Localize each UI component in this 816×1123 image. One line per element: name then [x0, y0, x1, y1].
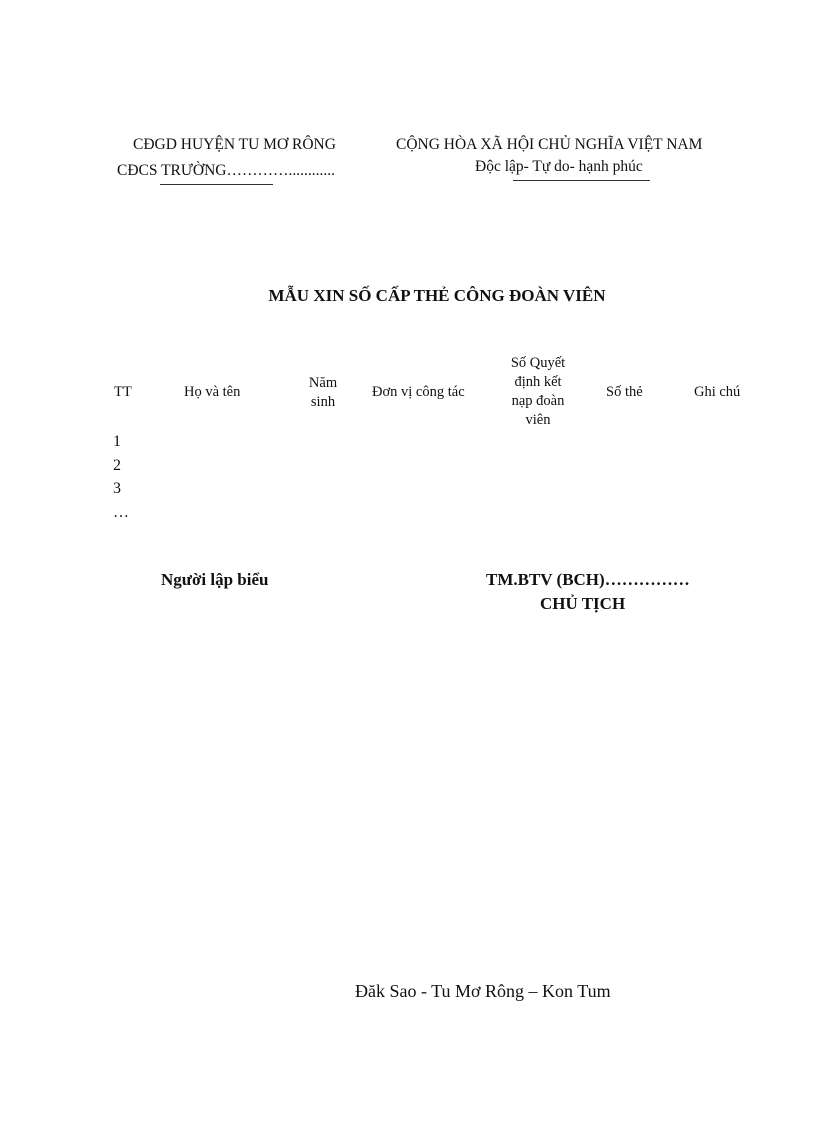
- header-decision: [497, 354, 579, 430]
- table-row: 2: [113, 457, 121, 474]
- nation-motto: Độc lập- Tự do- hạnh phúc: [475, 158, 643, 175]
- header-year-line-2: sinh: [310, 394, 336, 410]
- header-decision-line-2: định kết: [514, 374, 562, 390]
- board-label: TM.BTV (BCH)……………: [486, 570, 690, 589]
- org-underline: [160, 184, 273, 185]
- nation-line-1: CỘNG HÒA XÃ HỘI CHỦ NGHĨA VIỆT NAM: [396, 136, 703, 153]
- header-note: Ghi chú: [694, 384, 741, 400]
- footer-location: Đăk Sao - Tu Mơ Rông – Kon Tum: [355, 981, 611, 1001]
- motto-underline: [513, 180, 650, 181]
- table-row: …: [113, 504, 129, 521]
- header-unit: Đơn vị công tác: [372, 384, 465, 400]
- header-year: [298, 374, 348, 412]
- header-tt: TT: [114, 384, 132, 400]
- table-row: 3: [113, 480, 121, 497]
- org-line-1: CĐGD HUYỆN TU MƠ RÔNG: [133, 136, 336, 153]
- header-decision-line-4: viên: [525, 412, 551, 428]
- header-card: Số thẻ: [606, 384, 643, 400]
- header-decision-line-3: nạp đoàn: [511, 393, 565, 409]
- document-title: MẪU XIN SỐ CẤP THẺ CÔNG ĐOÀN VIÊN: [268, 286, 606, 305]
- chair-label: CHỦ TỊCH: [540, 594, 626, 613]
- table-row: 1: [113, 433, 121, 450]
- preparer-label: Người lập biểu: [161, 570, 269, 589]
- header-decision-line-1: Số Quyết: [510, 355, 566, 371]
- header-year-line-1: Năm: [308, 375, 338, 391]
- org-line-2: CĐCS TRƯỜNG…………............: [117, 162, 335, 179]
- header-name: Họ và tên: [184, 384, 241, 400]
